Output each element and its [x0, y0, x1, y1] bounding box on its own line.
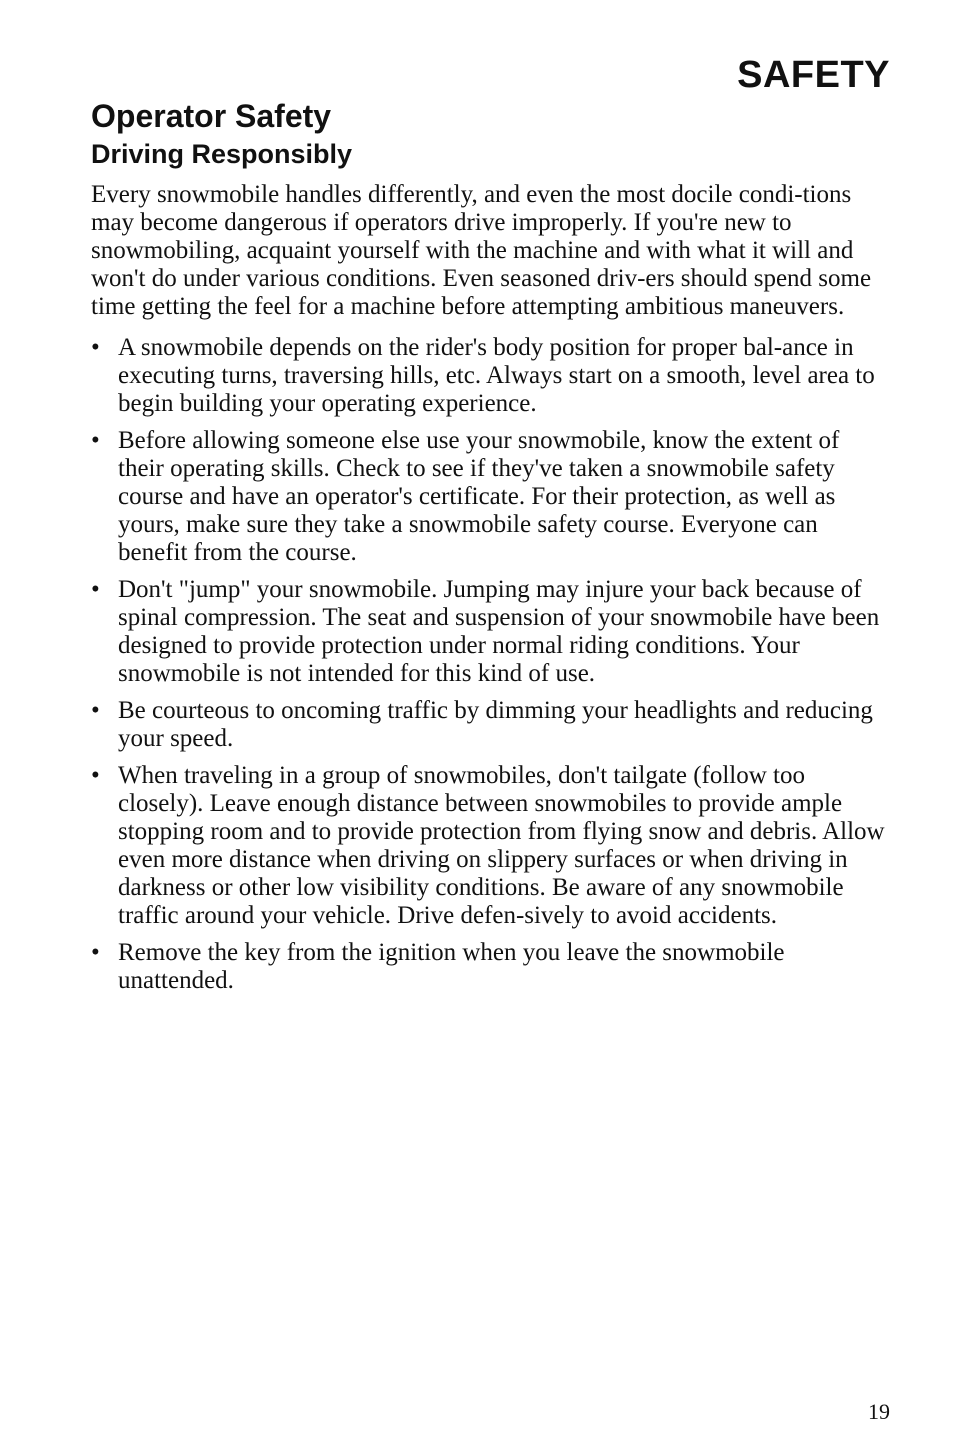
list-item [91, 334, 888, 418]
list-item-text: Remove the key from the ignition when you leave the snowmobile unattended. [118, 939, 785, 994]
list-item [91, 576, 888, 688]
list-item-text: Don't "jump" your snowmobile. Jumping may injure your back because of spinal compression. The seat and suspension of your snowmobile have been designed to provide protection under normal riding conditions. Your snowmobile is not intended for this kind of use. [118, 576, 880, 687]
bullet-icon: • [91, 576, 100, 603]
list-item-text: Before allowing someone else use your snowmobile, know the extent of their operating skills. Check to see if they've taken a snowmobile safety course and have an operator's certificate. For their protection, as well as yours, make sure they take a snowmobile safety course. Everyone can benefit from the course. [118, 427, 840, 566]
list-item-text: Be courteous to oncoming traffic by dimming your headlights and reducing your speed. [118, 697, 873, 752]
page-title: Operator Safety [91, 98, 332, 134]
page-number: 19 [868, 1399, 890, 1424]
intro-paragraph: Every snowmobile handles differently, and even the most docile condi-tions may become dangerous if operators drive improperly. If you're new to snowmobiling, acquaint yourself with the machine and with what it will and won't do under various conditions. Even seasoned driv-ers should spend some time getting the feel for a machine before attempting ambitious maneuvers. [91, 181, 872, 320]
list-item-text: A snowmobile depends on the rider's body position for proper bal-ance in executing turns, traversing hills, etc. Always start on a smooth, level area to begin building your operating experience. [118, 334, 875, 417]
list-item [91, 939, 888, 995]
bullet-icon: • [91, 939, 100, 966]
bullet-list [91, 334, 891, 995]
page-content [91, 96, 891, 1004]
bullet-icon: • [91, 427, 100, 454]
list-item [91, 427, 888, 567]
bullet-icon: • [91, 697, 100, 724]
bullet-icon: • [91, 334, 100, 361]
subsection-title: Driving Responsibly [91, 139, 353, 169]
list-item [91, 697, 888, 753]
section-header: SAFETY [737, 54, 890, 96]
list-item-text: When traveling in a group of snowmobiles, don't tailgate (follow too closely). Leave enough distance between snowmobiles to provide ample stopping room and to provide protection from flying snow and debris. Allow even more distance when driving on slippery surfaces or when driving in darkness or other low visibility conditions. Be aware of any snowmobile traffic around your vehicle. Drive defen-sively to avoid accidents. [118, 762, 885, 929]
list-item [91, 762, 888, 930]
bullet-icon: • [91, 762, 100, 789]
